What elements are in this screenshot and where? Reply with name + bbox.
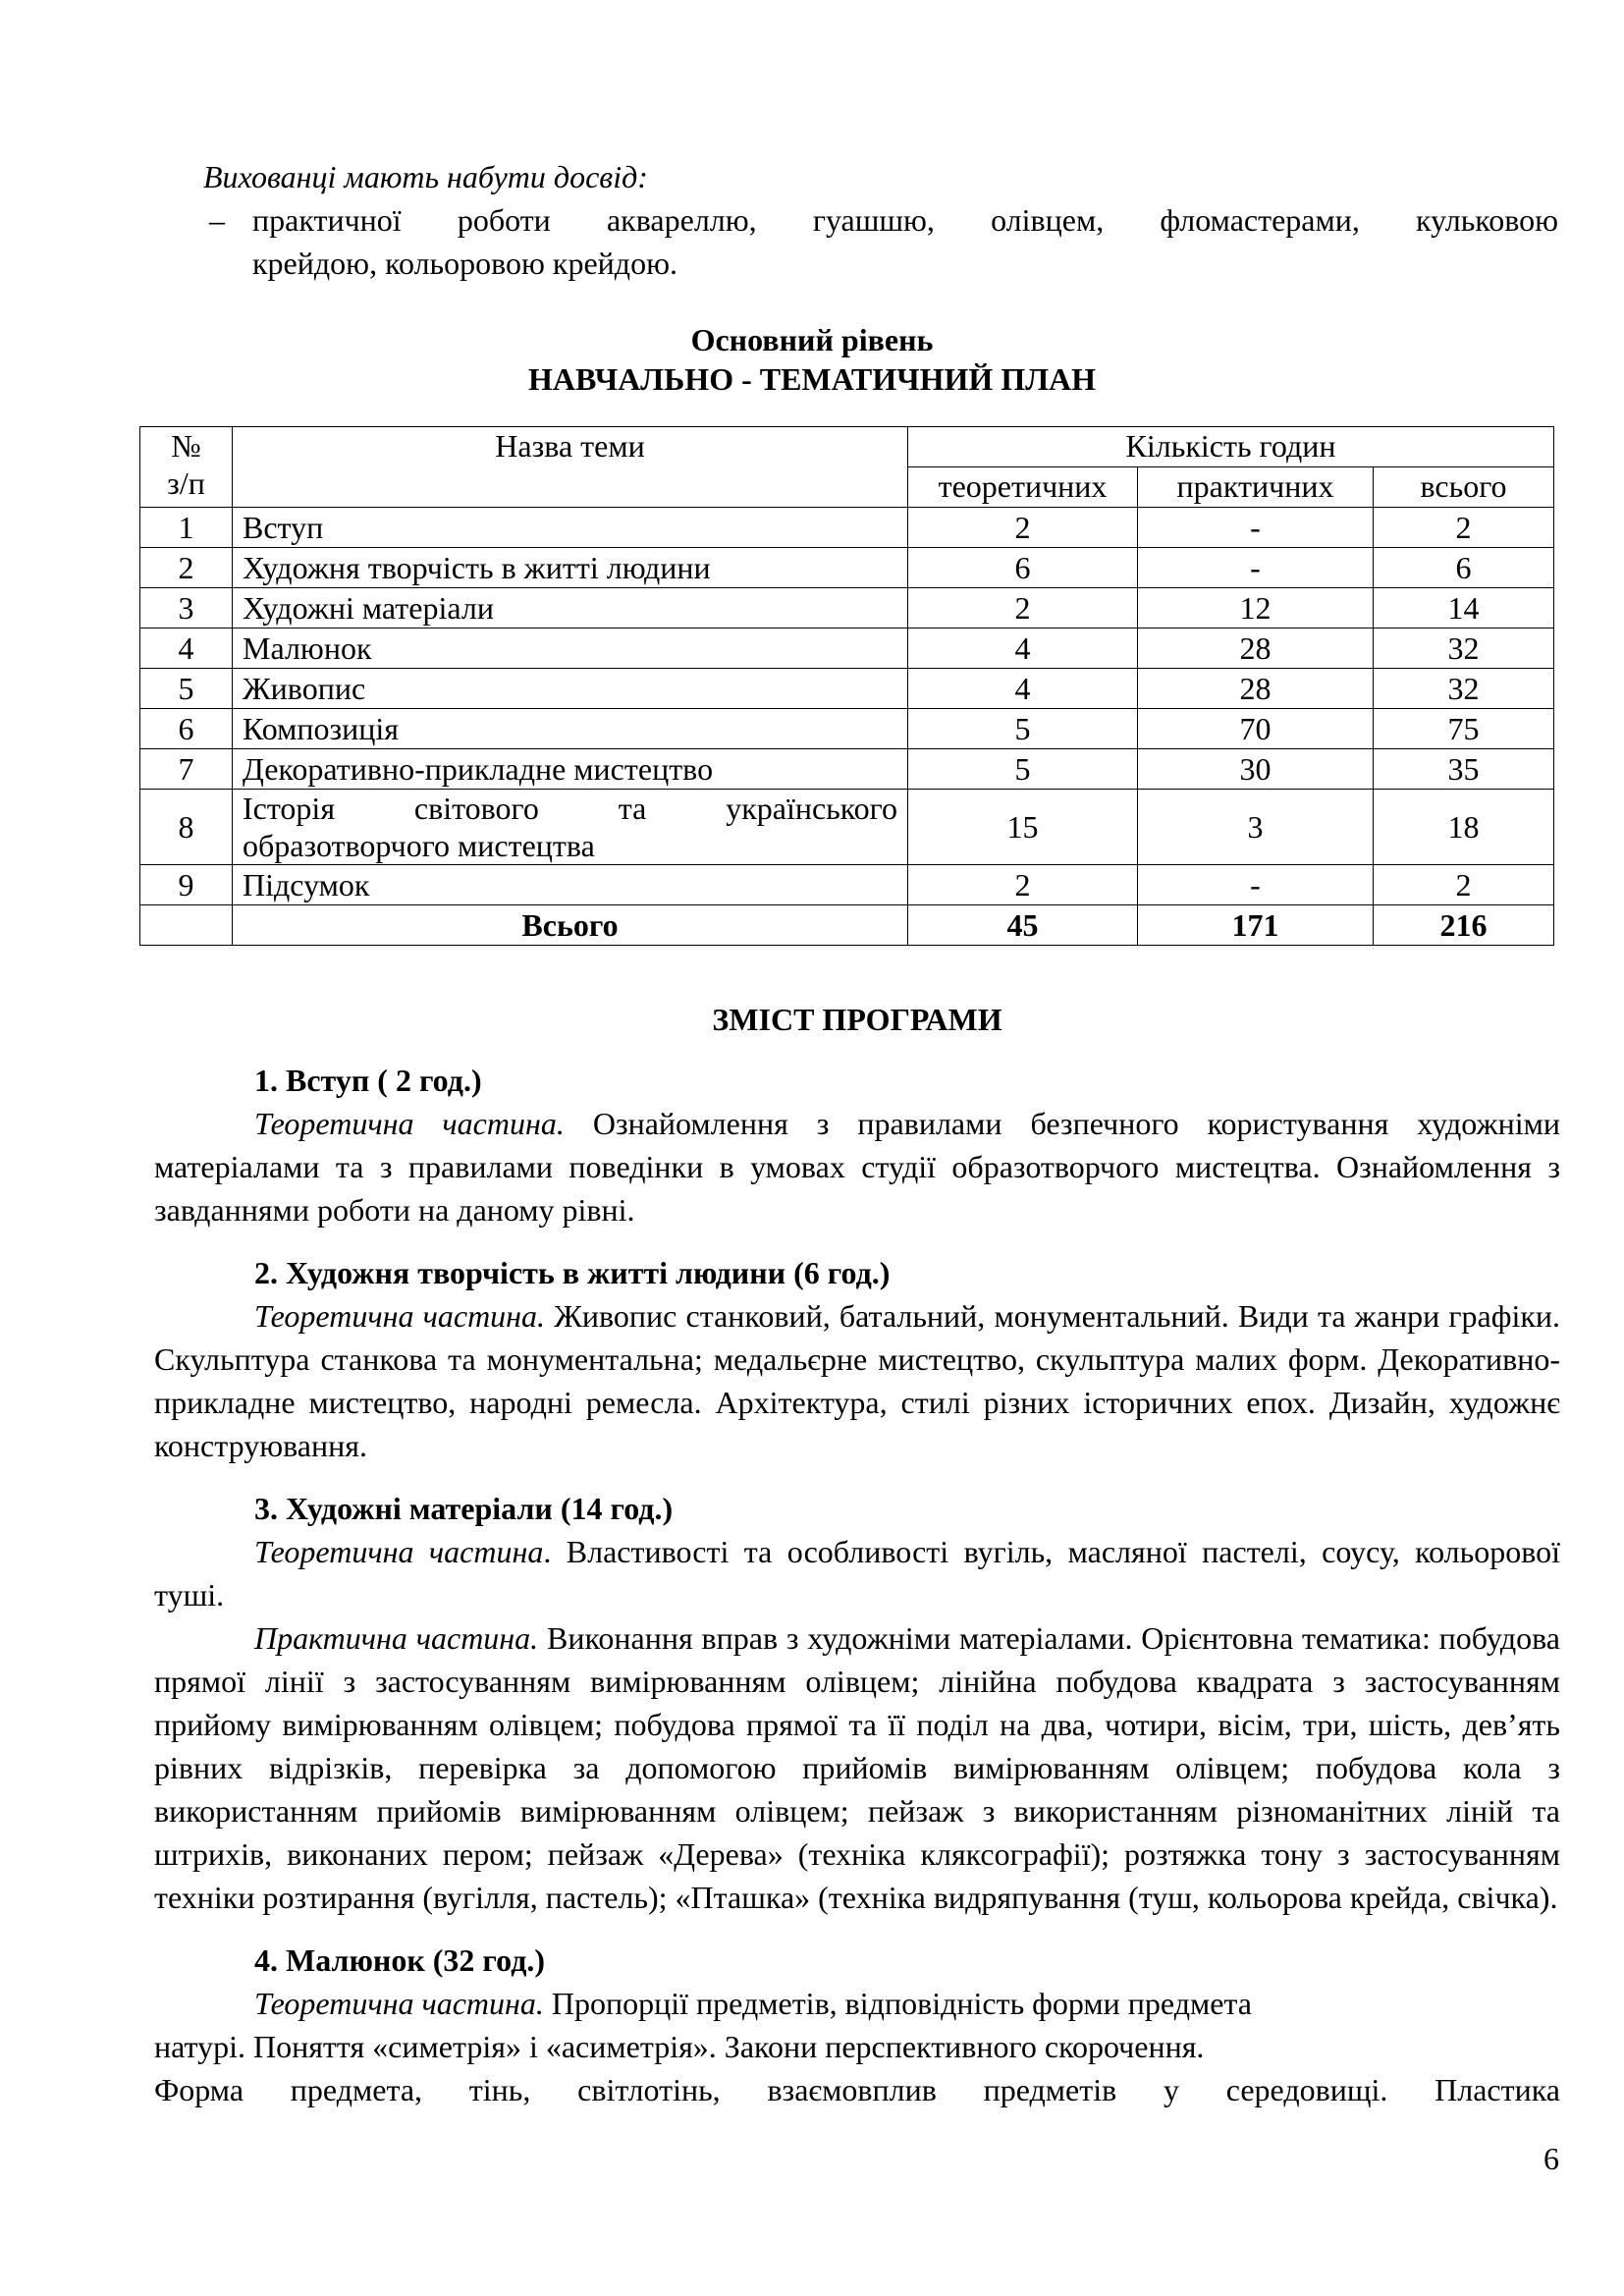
row-topic: Живопис [233, 669, 908, 709]
table-row [140, 629, 1554, 669]
section-paragraph-line [154, 1982, 1560, 2025]
table-row [140, 749, 1554, 790]
part-text: Виконання вправ з художніми матеріалами. Орієнтовна тематика: побудова прямої лінії з застосуванням вимірюванням олівцем; лінійна побудова квадрата з застосуванням прийому вимірюванням олівцем; побудова прямої та її поділ на два, чотири, вісім, три, шість, дев’ять рівних відрізків, перевірка за допомогою прийомів вимірюванням олівцем; побудова кола з використанням прийомів вимірюванням олівцем; пейзаж з використанням різноманітних ліній та штрихів, виконаних пером; пейзаж «Дерева» (техніка кляксографії); розтяжка тону з застосуванням техніки розтирання (вугілля, пастель); «Пташка» (техніка видряпування (туш, кольорова крейда, свічка). [154, 1620, 1561, 1915]
row-theory: 6 [908, 548, 1138, 588]
section-heading: 1. Вступ ( 2 год.) [254, 1063, 482, 1098]
header-num [140, 427, 233, 508]
row-topic: Малюнок [233, 629, 908, 669]
table-row [140, 865, 1554, 905]
section-heading: 4. Малюнок (32 год.) [254, 1942, 546, 1978]
part-label: Теоретична частина. [254, 1298, 546, 1334]
part-label: Теоретична частина. [254, 1986, 544, 2021]
part-text: Ознайомлення з правилами безпечного користування художніми матеріалами та з правилами поведінки в умовах студії образотворчого мистецтва. Ознайомлення з завданнями роботи на даному рівні. [154, 1106, 1561, 1228]
row-topic: Композиція [233, 709, 908, 749]
plan-level: Основний рівень [690, 322, 934, 357]
row-practice: - [1138, 508, 1374, 548]
row-num: 1 [140, 508, 233, 548]
row-num: 3 [140, 588, 233, 629]
row-num: 9 [140, 865, 233, 905]
row-total: 32 [1374, 629, 1554, 669]
program-content [154, 998, 1560, 2111]
row-num: 7 [140, 749, 233, 790]
table-total-row [140, 905, 1554, 946]
table-row [140, 790, 1554, 865]
row-total: 2 [1374, 865, 1554, 905]
section-paragraph-line: Форма предмета, тінь, світлотінь, взаємовплив предметів у середовищі. Пластика [154, 2072, 1560, 2107]
total-practice: 171 [1138, 905, 1374, 946]
row-total: 75 [1374, 709, 1554, 749]
header-theory: теоретичних [908, 467, 1138, 508]
row-num: 2 [140, 548, 233, 588]
row-practice: 30 [1138, 749, 1374, 790]
intro-lead: Вихованці мають набути досвід: [203, 159, 648, 194]
row-topic: Вступ [233, 508, 908, 548]
row-practice: 28 [1138, 629, 1374, 669]
row-total: 35 [1374, 749, 1554, 790]
total-all: 216 [1374, 905, 1554, 946]
row-total: 14 [1374, 588, 1554, 629]
header-num-line1: № [171, 428, 201, 464]
part-label: Теоретична частина. [254, 1106, 565, 1141]
section-paragraph [154, 1616, 1560, 1919]
row-num: 4 [140, 629, 233, 669]
table-row [140, 548, 1554, 588]
row-topic: Художня творчість в житті людини [233, 548, 908, 588]
row-practice: 12 [1138, 588, 1374, 629]
row-practice: - [1138, 865, 1374, 905]
row-theory: 5 [908, 749, 1138, 790]
total-label: Всього [233, 905, 908, 946]
table-row [140, 588, 1554, 629]
table-row [140, 709, 1554, 749]
section-paragraph [154, 1530, 1560, 1616]
section-paragraph [154, 1294, 1560, 1467]
row-practice: 3 [1138, 790, 1374, 865]
row-practice: 70 [1138, 709, 1374, 749]
row-practice: 28 [1138, 669, 1374, 709]
row-theory: 2 [908, 865, 1138, 905]
total-theory: 45 [908, 905, 1138, 946]
row-practice: - [1138, 548, 1374, 588]
row-theory: 15 [908, 790, 1138, 865]
page-number: 6 [1543, 2141, 1559, 2176]
header-practice: практичних [1138, 467, 1374, 508]
part-text: . Властивості та особливості вугіль, масляної пастелі, соусу, кольорової туші. [154, 1534, 1561, 1613]
bullet-line-1: практичної роботи аквареллю, гуашшю, олівцем, фломастерами, кульковою [252, 202, 1558, 238]
row-topic: Підсумок [233, 865, 908, 905]
row-total: 32 [1374, 669, 1554, 709]
table-row [140, 508, 1554, 548]
table-header-row [140, 427, 1554, 467]
row-total: 2 [1374, 508, 1554, 548]
program-title: ЗМІСТ ПРОГРАМИ [712, 1002, 1002, 1037]
intro-bullet [203, 198, 1558, 242]
row-topic: Художні матеріали [233, 588, 908, 629]
row-theory: 4 [908, 629, 1138, 669]
row-num: 6 [140, 709, 233, 749]
row-theory: 2 [908, 508, 1138, 548]
header-total: всього [1374, 467, 1554, 508]
row-theory: 2 [908, 588, 1138, 629]
header-num-line2: з/п [167, 465, 205, 501]
part-label: Теоретична частина [254, 1534, 544, 1569]
intro-block [203, 155, 1558, 285]
section-paragraph [154, 1102, 1560, 1231]
part-text: Пропорції предметів, відповідність форми предмета [543, 1986, 1252, 2021]
part-label: Практична частина. [254, 1620, 539, 1656]
row-topic: Декоративно-прикладне мистецтво [233, 749, 908, 790]
row-num: 8 [140, 790, 233, 865]
table-row [140, 669, 1554, 709]
section-heading: 2. Художня творчість в житті людини (6 год.) [254, 1255, 891, 1290]
row-num: 5 [140, 669, 233, 709]
bullet-line-2: крейдою, кольоровою крейдою. [252, 246, 677, 281]
row-theory: 4 [908, 669, 1138, 709]
row-topic: Історія світового та українського образотворчого мистецтва [233, 790, 908, 865]
section-heading: 3. Художні матеріали (14 год.) [254, 1491, 674, 1526]
row-total: 6 [1374, 548, 1554, 588]
plan-title: НАВЧАЛЬНО - ТЕМАТИЧНИЙ ПЛАН [527, 361, 1097, 397]
total-num-empty [140, 905, 233, 946]
header-hours: Кількість годин [908, 427, 1554, 467]
row-total: 18 [1374, 790, 1554, 865]
bullet-dash: – [209, 202, 225, 238]
row-theory: 5 [908, 709, 1138, 749]
section-paragraph-line: натурі. Поняття «симетрія» і «асиметрія». Закони перспективного скорочення. [154, 2029, 1205, 2064]
header-topic: Назва теми [233, 427, 908, 508]
plan-table [139, 426, 1554, 946]
part-text: Живопис станковий, батальний, монументальний. Види та жанри графіки. Скульптура станкова та монументальна; медальєрне мистецтво, скульптура малих форм. Декоративно-прикладне мистецтво, народні ремесла. Архітектура, стилі різних історичних епох. Дизайн, художнє конструювання. [154, 1298, 1561, 1463]
